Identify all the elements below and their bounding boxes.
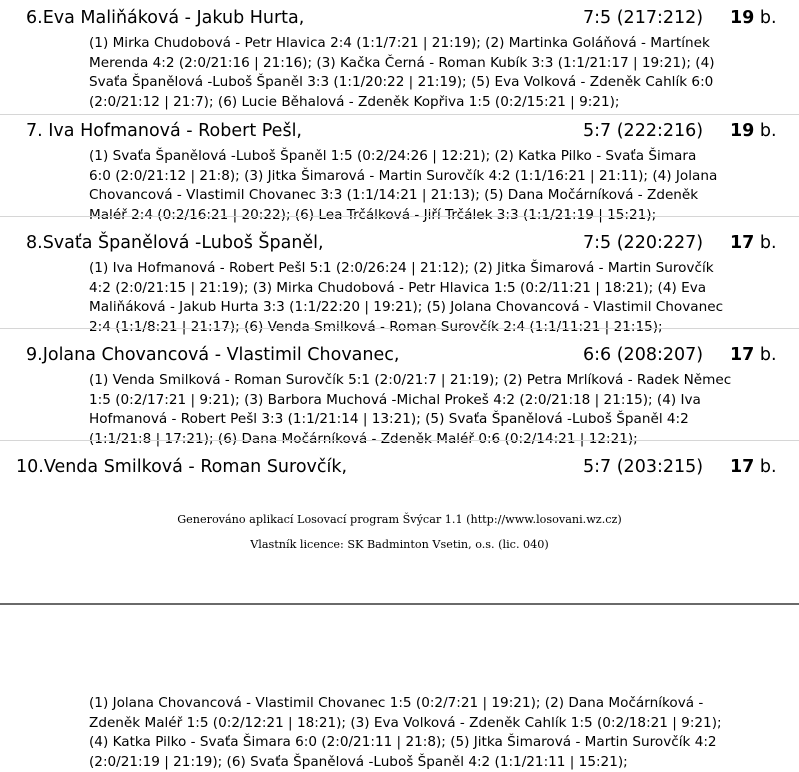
points [730, 233, 777, 253]
entry-header [0, 121, 799, 147]
points-unit: b. [754, 345, 777, 365]
entry-header [0, 233, 799, 259]
points-value: 17 [730, 345, 755, 365]
pair-name: 7. Iva Hofmanová - Robert Pešl, [26, 121, 302, 141]
pair-name: 6.Eva Maliňáková - Jakub Hurta, [26, 8, 305, 28]
match-list: (1) Iva Hofmanová - Robert Pešl 5:1 (2:0/26:24 | 21:12); (2) Jitka Šimarová - Martin Surovčík 4:2 (2:0/21:15 | 21:19); (3) Mirka Chudobová - Petr Hlavica 1:5 (0:2/11:21 | 18:21); (4) Eva Maliňáková - Jakub Hurta 3:3 (1:1/22:20 | 19:21); (5) Jolana Chovancová - Vlastimil Chovanec 2:4 (1:1/8:21 | 21:17); (6) Venda Smilková - Roman Surovčík 2:4 (1:1/11:21 | 21:15); [89, 260, 724, 335]
licence-owner: Vlastník licence: SK Badminton Vsetin, o.s. (lic. 040) [250, 538, 549, 551]
entry-header [0, 8, 799, 34]
score: 7:5 (220:227) [583, 233, 704, 253]
separator [0, 328, 799, 329]
pair-name: 9.Jolana Chovancová - Vlastimil Chovanec, [26, 345, 400, 365]
points-unit: b. [754, 457, 777, 477]
points-value: 19 [730, 121, 755, 141]
points-value: 17 [730, 457, 755, 477]
points-unit: b. [754, 233, 777, 253]
match-list: (1) Venda Smilková - Roman Surovčík 5:1 (2:0/21:7 | 21:19); (2) Petra Mrlíková - Radek Němec 1:5 (0:2/17:21 | 9:21); (3) Barbora Muchová -Michal Prokeš 4:2 (2:0/21:18 | 21:15); (4) Iva Hofmanová - Robert Pešl 3:3 (1:1/21:14 | 13:21); (5) Svaťa Španělová -Luboš Španěl 4:2 (1:1/21:8 | 17:21); (6) Dana Močárníková - Zdeněk Maléř 0:6 (0:2/14:21 | 12:21); [89, 372, 732, 447]
points-unit: b. [754, 121, 777, 141]
entry-header [0, 345, 799, 371]
points [730, 457, 777, 477]
separator [0, 440, 799, 441]
separator [0, 114, 799, 115]
pair-name: 8.Svaťa Španělová -Luboš Španěl, [26, 233, 324, 253]
match-list: (1) Svaťa Španělová -Luboš Španěl 1:5 (0:2/24:26 | 12:21); (2) Katka Pilko - Svaťa Šimara 6:0 (2:0/21:12 | 21:8); (3) Jitka Šimarová - Martin Surovčík 4:2 (1:1/16:21 | 21:11); (4) Jolana Chovancová - Vlastimil Chovanec 3:3 (1:1/14:21 | 21:13); (5) Dana Močárníková - Zdeněk Maléř 2:4 (0:2/16:21 | 20:22); (6) Lea Trčálková - Jiří Trčálek 3:3 (1:1/21:19 | 15:21); [89, 148, 718, 223]
score: 5:7 (222:216) [583, 121, 704, 141]
match-list: (1) Mirka Chudobová - Petr Hlavica 2:4 (1:1/7:21 | 21:19); (2) Martinka Goláňová - Martínek Merenda 4:2 (2:0/21:16 | 21:16); (3) Kačka Černá - Roman Kubík 3:3 (1:1/21:17 | 19:21); (4) Svaťa Španělová -Luboš Španěl 3:3 (1:1/20:22 | 21:19); (5) Eva Volková - Zdeněk Cahlík 6:0 (2:0/21:12 | 21:7); (6) Lucie Běhalová - Zdeněk Kopřiva 1:5 (0:2/15:21 | 9:21); [89, 35, 715, 110]
page-break [0, 603, 799, 605]
match-list-next-page: (1) Jolana Chovancová - Vlastimil Chovanec 1:5 (0:2/7:21 | 19:21); (2) Dana Močárníková - Zdeněk Maléř 1:5 (0:2/12:21 | 18:21); (3) Eva Volková - Zdeněk Cahlík 1:5 (0:2/18:21 | 9:21); (4) Katka Pilko - Svaťa Šimara 6:0 (2:0/21:11 | 21:8); (5) Jitka Šimarová - Martin Surovčík 4:2 (2:0/21:19 | 21:19); (6) Svaťa Španělová -Luboš Španěl 4:2 (1:1/21:11 | 15:21); [89, 695, 722, 770]
points-unit: b. [754, 8, 777, 28]
points [730, 121, 777, 141]
pair-name: 10.Venda Smilková - Roman Surovčík, [16, 457, 348, 477]
generator-credit: Generováno aplikací Losovací program Švýcar 1.1 (http://www.losovani.wz.cz) [177, 513, 622, 526]
entry-header [0, 457, 799, 483]
separator [0, 216, 799, 217]
score: 5:7 (203:215) [583, 457, 704, 477]
points [730, 8, 777, 28]
points [730, 345, 777, 365]
score: 6:6 (208:207) [583, 345, 704, 365]
points-value: 17 [730, 233, 755, 253]
points-value: 19 [730, 8, 755, 28]
score: 7:5 (217:212) [583, 8, 704, 28]
